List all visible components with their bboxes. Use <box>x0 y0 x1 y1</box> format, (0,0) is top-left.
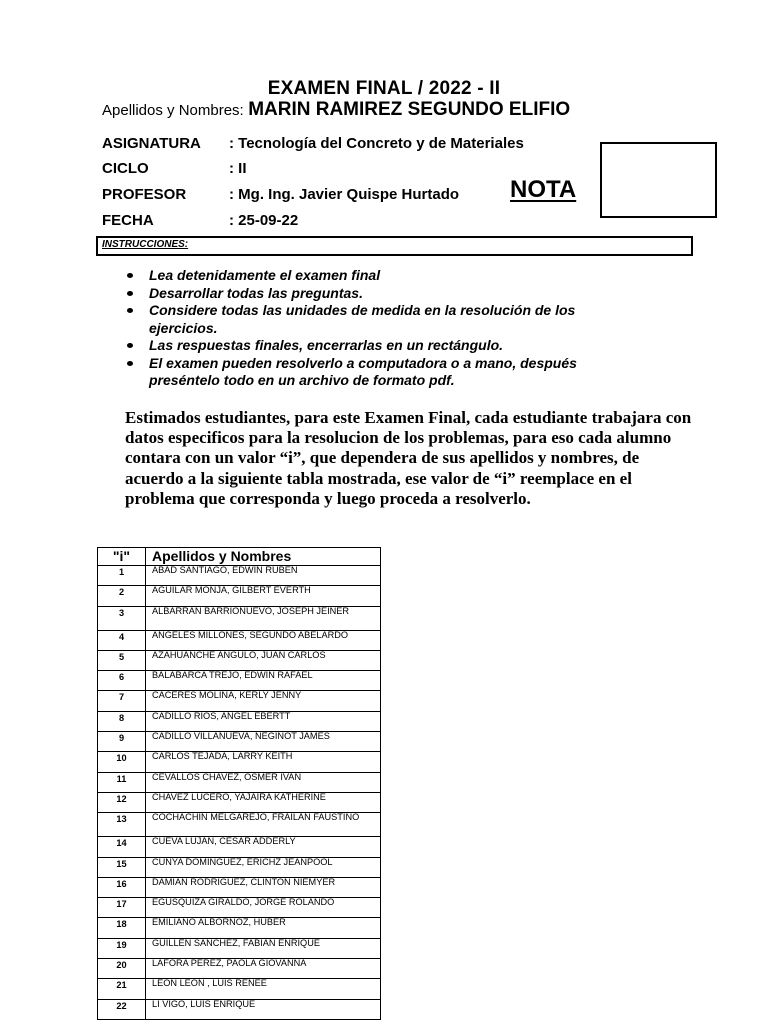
row-student-name: GUILLEN SANCHEZ, FABIAN ENRIQUE <box>146 938 381 958</box>
name-label: Apellidos y Nombres: <box>102 102 244 119</box>
table-row <box>98 650 381 670</box>
row-student-name: DAMIAN RODRIGUEZ, CLINTON NIEMYER <box>146 877 381 897</box>
row-student-name: LI VIGO, LUIS ENRIQUE <box>146 999 381 1019</box>
info-label-ciclo: CICLO <box>102 160 149 177</box>
instruction-text: Considere todas las unidades de medida en la resolución de los ejercicios. <box>149 302 576 336</box>
row-student-name: BALABARCA TREJO, EDWIN RAFAEL <box>146 671 381 691</box>
exam-title: EXAMEN FINAL / 2022 - II <box>267 78 501 99</box>
row-index: 15 <box>98 857 146 877</box>
table-row <box>98 732 381 752</box>
bullet-icon <box>127 273 133 278</box>
row-index: 19 <box>98 938 146 958</box>
row-student-name: EMILIANO ALBORNOZ, HUBER <box>146 918 381 938</box>
info-value-asignatura: : Tecnología del Concreto y de Materiales <box>229 135 524 152</box>
table-row <box>98 979 381 999</box>
table-row <box>98 772 381 792</box>
row-student-name: CADILLO RIOS, ANGEL EBERTT <box>146 711 381 731</box>
row-index: 16 <box>98 877 146 897</box>
info-label-asignatura: ASIGNATURA <box>102 135 201 152</box>
table-row <box>98 671 381 691</box>
table-body <box>98 566 381 1020</box>
row-index: 13 <box>98 813 146 837</box>
row-index: 9 <box>98 732 146 752</box>
table-row <box>98 938 381 958</box>
row-student-name: AGUILAR MONJA, GILBERT EVERTH <box>146 586 381 606</box>
student-name-line <box>102 99 570 121</box>
row-student-name: COCHACHIN MELGAREJO, FRAILAN FAUSTINO <box>146 813 381 837</box>
student-name: MARIN RAMIREZ SEGUNDO ELIFIO <box>248 99 571 120</box>
row-student-name: AZAHUANCHE ANGULO, JUAN CARLOS <box>146 650 381 670</box>
bullet-icon <box>127 308 133 313</box>
row-student-name: ABAD SANTIAGO, EDWIN RUBEN <box>146 566 381 586</box>
row-index: 1 <box>98 566 146 586</box>
table-row <box>98 857 381 877</box>
instruction-item <box>124 302 644 337</box>
row-student-name: ALBARRAN BARRIONUEVO, JOSEPH JEINER <box>146 606 381 630</box>
instruction-text: El examen pueden resolverlo a computadora o a mano, después preséntelo todo en un archivo de formato pdf. <box>149 354 577 388</box>
table-row <box>98 691 381 711</box>
row-index: 17 <box>98 898 146 918</box>
table-row <box>98 877 381 897</box>
row-index: 14 <box>98 837 146 857</box>
row-student-name: ANGELES MILLONES, SEGUNDO ABELARDO <box>146 630 381 650</box>
nota-box <box>600 142 717 218</box>
instruction-item <box>124 267 644 285</box>
info-value-ciclo: : II <box>229 160 247 177</box>
row-index: 7 <box>98 691 146 711</box>
row-student-name: CUEVA LUJAN, CESAR ADDERLY <box>146 837 381 857</box>
row-index: 18 <box>98 918 146 938</box>
table-row <box>98 792 381 812</box>
row-student-name: CADILLO VILLANUEVA, NEGINOT JAMES <box>146 732 381 752</box>
row-index: 3 <box>98 606 146 630</box>
instructions-label: INSTRUCCIONES: <box>102 239 189 250</box>
row-student-name: CEVALLOS CHAVEZ, OSMER IVAN <box>146 772 381 792</box>
row-student-name: LEON LEON , LUIS RENEE <box>146 979 381 999</box>
row-index: 6 <box>98 671 146 691</box>
info-label-fecha: FECHA <box>102 212 154 229</box>
row-index: 2 <box>98 586 146 606</box>
table-row <box>98 606 381 630</box>
intro-paragraph: Estimados estudiantes, para este Examen Final, cada estudiante trabajara con datos especificos para la resolucion de los problemas, para eso cada alumno contara con un valor “i”, que dependera de sus apellidos y nombres, de acuerdo a la siguiente tabla mostrada, ese valor de “i” reemplace en el problema que corresponda y luego proceda a resolverlo. <box>125 408 692 508</box>
row-index: 12 <box>98 792 146 812</box>
row-index: 20 <box>98 959 146 979</box>
student-table <box>97 547 381 1020</box>
table-row <box>98 918 381 938</box>
row-student-name: EGUSQUIZA GIRALDO, JORGE ROLANDO <box>146 898 381 918</box>
row-index: 10 <box>98 752 146 772</box>
instruction-item <box>124 355 644 390</box>
row-index: 5 <box>98 650 146 670</box>
table-row <box>98 898 381 918</box>
row-student-name: CACERES MOLINA, KERLY JENNY <box>146 691 381 711</box>
table-row <box>98 630 381 650</box>
row-index: 4 <box>98 630 146 650</box>
bullet-icon <box>127 291 133 296</box>
column-header-name: Apellidos y Nombres <box>146 548 381 566</box>
instruction-item <box>124 337 644 355</box>
row-index: 21 <box>98 979 146 999</box>
row-student-name: LAFORA PEREZ, PAOLA GIOVANNA <box>146 959 381 979</box>
table-row <box>98 566 381 586</box>
instruction-text: Lea detenidamente el examen final <box>149 267 381 283</box>
instruction-item <box>124 285 644 303</box>
table-row <box>98 999 381 1019</box>
row-index: 8 <box>98 711 146 731</box>
info-value-profesor: : Mg. Ing. Javier Quispe Hurtado <box>229 186 460 203</box>
table-row <box>98 813 381 837</box>
row-student-name: CARLOS TEJADA, LARRY KEITH <box>146 752 381 772</box>
row-index: 22 <box>98 999 146 1019</box>
row-student-name: CHAVEZ LUCERO, YAJAIRA KATHERINE <box>146 792 381 812</box>
table-row <box>98 752 381 772</box>
table-row <box>98 959 381 979</box>
table-row <box>98 586 381 606</box>
row-index: 11 <box>98 772 146 792</box>
bullet-icon <box>127 361 133 366</box>
table-header-row <box>98 548 381 566</box>
info-label-profesor: PROFESOR <box>102 186 187 203</box>
instructions-list <box>124 267 644 390</box>
table-row <box>98 711 381 731</box>
table-row <box>98 837 381 857</box>
bullet-icon <box>127 343 133 348</box>
row-student-name: CUNYA DOMINGUEZ, ERICHZ JEANPOOL <box>146 857 381 877</box>
info-value-fecha: : 25-09-22 <box>229 212 299 229</box>
nota-label: NOTA <box>510 176 577 203</box>
instruction-text: Desarrollar todas las preguntas. <box>149 284 363 301</box>
instruction-text: Las respuestas finales, encerrarlas en un rectángulo. <box>149 337 504 353</box>
column-header-i: "i" <box>98 548 146 566</box>
